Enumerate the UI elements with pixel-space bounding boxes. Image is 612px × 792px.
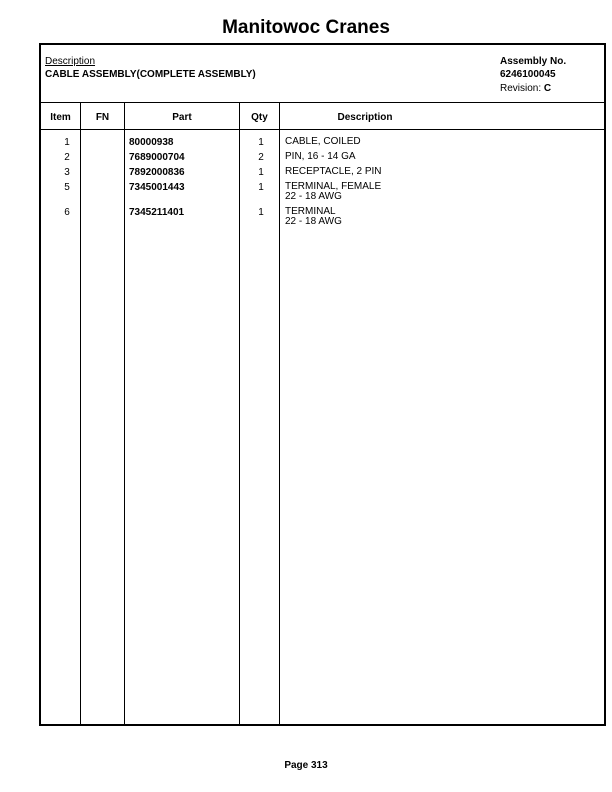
item-number: 6 bbox=[64, 207, 70, 218]
part-number: 7892000836 bbox=[129, 167, 185, 178]
column-header-item: Item bbox=[50, 112, 71, 123]
parts-list-frame bbox=[39, 43, 606, 726]
page-title: Manitowoc Cranes bbox=[222, 17, 390, 38]
part-description bbox=[285, 137, 361, 147]
quantity: 1 bbox=[258, 137, 264, 148]
part-number: 7345001443 bbox=[129, 182, 185, 193]
assembly-number-value: 6246100045 bbox=[500, 69, 556, 80]
description-line: 22 - 18 AWG bbox=[285, 216, 342, 227]
item-number: 1 bbox=[64, 137, 70, 148]
column-divider-fn bbox=[124, 102, 125, 724]
header-divider bbox=[41, 102, 604, 103]
part-number: 7345211401 bbox=[129, 207, 185, 218]
description-line: TERMINAL bbox=[285, 206, 336, 217]
item-number: 2 bbox=[64, 152, 70, 163]
column-divider-item bbox=[80, 102, 81, 724]
revision-label: Revision: bbox=[500, 83, 542, 94]
column-header-description: Description bbox=[337, 112, 393, 123]
part-description bbox=[285, 182, 381, 202]
quantity: 1 bbox=[258, 167, 264, 178]
column-header-divider bbox=[41, 129, 604, 130]
description-label: Description bbox=[45, 56, 96, 67]
column-header-qty: Qty bbox=[251, 112, 268, 123]
column-divider-qty bbox=[279, 102, 280, 724]
part-number: 7689000704 bbox=[129, 152, 185, 163]
part-number: 80000938 bbox=[129, 137, 174, 148]
description-line: PIN, 16 - 14 GA bbox=[285, 151, 356, 162]
description-line: TERMINAL, FEMALE bbox=[285, 181, 382, 192]
description-value: CABLE ASSEMBLY(COMPLETE ASSEMBLY) bbox=[45, 69, 256, 80]
column-divider-part bbox=[239, 102, 240, 724]
description-line: CABLE, COILED bbox=[285, 136, 361, 147]
quantity: 1 bbox=[258, 182, 264, 193]
item-number: 5 bbox=[64, 182, 70, 193]
quantity: 2 bbox=[258, 152, 264, 163]
revision-value: C bbox=[543, 83, 552, 94]
description-line: RECEPTACLE, 2 PIN bbox=[285, 166, 382, 177]
part-description bbox=[285, 167, 382, 177]
assembly-number-label: Assembly No. bbox=[500, 56, 567, 67]
column-header-fn: FN bbox=[95, 112, 110, 123]
column-header-part: Part bbox=[172, 112, 192, 123]
part-description bbox=[285, 152, 356, 162]
description-line: 22 - 18 AWG bbox=[285, 191, 342, 202]
item-number: 3 bbox=[64, 167, 70, 178]
part-description bbox=[285, 207, 342, 227]
quantity: 1 bbox=[258, 207, 264, 218]
revision bbox=[500, 83, 551, 94]
page-number: Page 313 bbox=[284, 760, 328, 771]
